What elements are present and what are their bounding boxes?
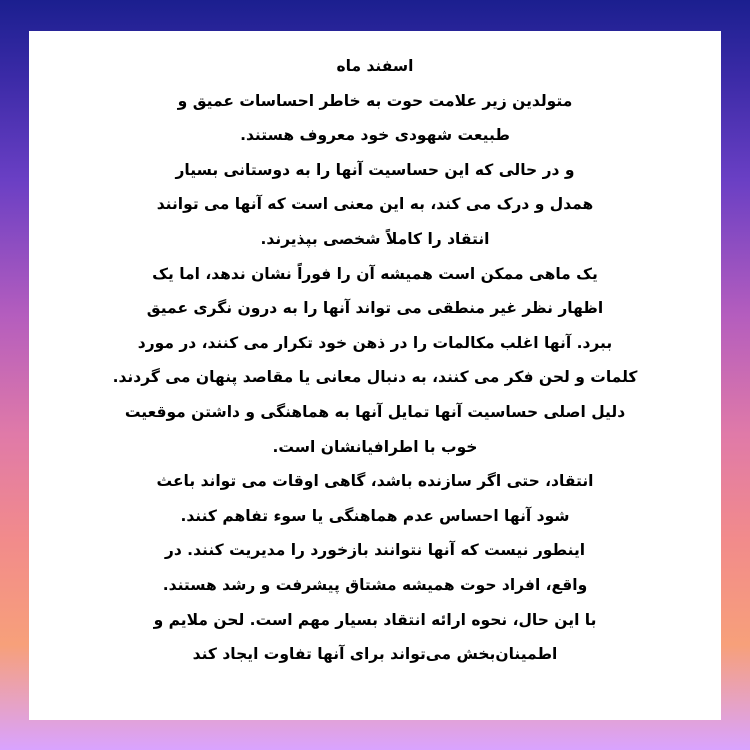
text-line: همدل و درک می کند، به این معنی است که آنها می توانند	[156, 195, 594, 214]
text-line: اینطور نیست که آنها نتوانند بازخورد را مدیریت کنند. در	[164, 541, 586, 560]
text-line: با این حال، نحوه ارائه انتقاد بسیار مهم است. لحن ملایم و	[153, 610, 597, 629]
text-line: انتقاد را کاملاً شخصی بپذیرند.	[260, 229, 490, 248]
text-line: و در حالی که این حساسیت آنها را به دوستانی بسیار	[175, 160, 575, 179]
post-title: اسفند ماه	[336, 57, 414, 75]
text-line: طبیعت شهودی خود معروف هستند.	[240, 126, 510, 145]
text-line: یک ماهی ممکن است همیشه آن را فوراً نشان ندهد، اما یک	[152, 264, 598, 283]
text-line: متولدین زیر علامت حوت به خاطر احساسات عمیق و	[177, 91, 573, 110]
text-line: خوب با اطرافیانشان است.	[272, 437, 478, 456]
text-line: شود آنها احساس عدم هماهنگی یا سوء تفاهم کنند.	[180, 506, 570, 525]
text-line: ببرد. آنها اغلب مکالمات را در ذهن خود تکرار می کنند، در مورد	[137, 333, 613, 352]
text-line: دلیل اصلی حساسیت آنها تمایل آنها به هماهنگی و داشتن موقعیت	[124, 402, 626, 421]
text-line: انتقاد، حتی اگر سازنده باشد، گاهی اوقات می تواند باعث	[156, 472, 594, 491]
text-line: کلمات و لحن فکر می کنند، به دنبال معانی یا مقاصد پنهان می گردند.	[112, 368, 638, 387]
text-line: اطمینان‌بخش می‌تواند برای آنها تفاوت ایجاد کند	[192, 645, 558, 664]
text-line: واقع، افراد حوت همیشه مشتاق پیشرفت و رشد هستند.	[162, 575, 588, 594]
post-text	[29, 49, 721, 672]
text-line: اظهار نظر غیر منطقی می تواند آنها را به درون نگری عمیق	[146, 299, 604, 318]
post-card	[29, 31, 721, 720]
